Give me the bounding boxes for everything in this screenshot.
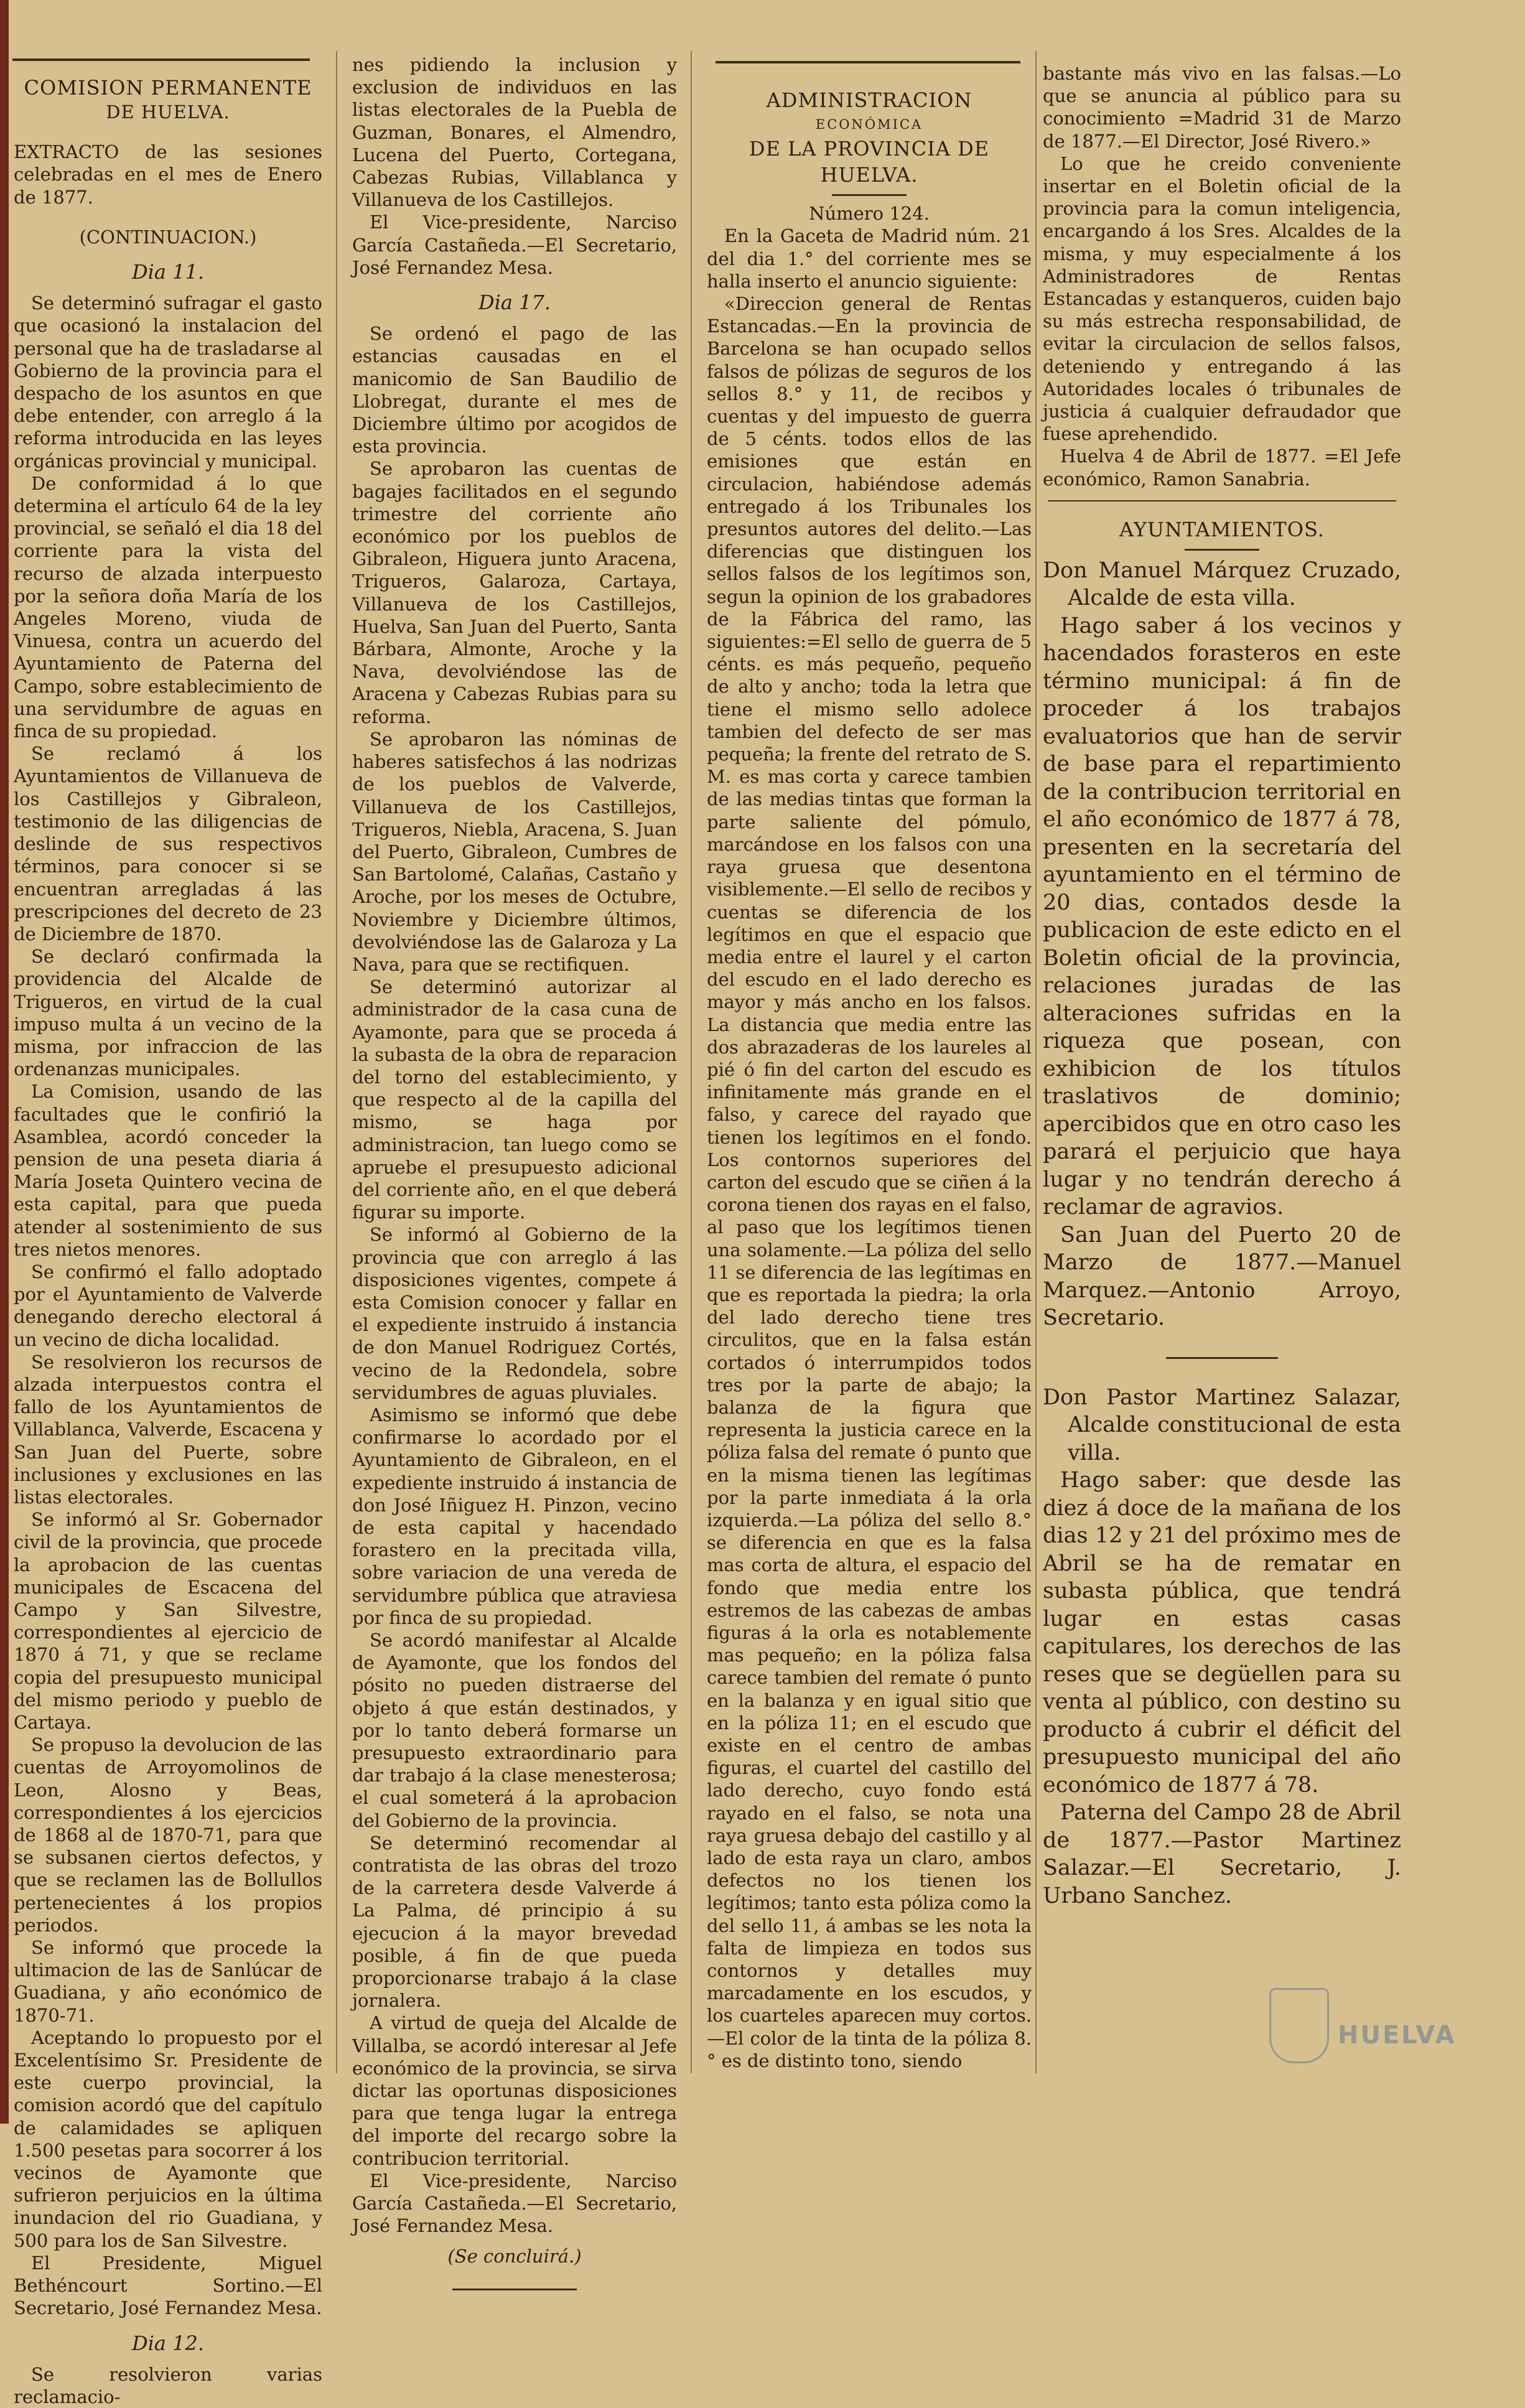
paragraph: Se informó al Gobierno de la provincia que con arreglo á las disposiciones vigentes, compete á esta Comision conocer y fallar en el expediente instruido á instancia de don Manuel Rodriguez Cortés, vecino de la Redondela, sobre servidumbres de aguas pluviales.: [352, 1224, 677, 1403]
column-3: [707, 87, 1032, 2109]
paragraph: La Comision, usando de las facultades que le confirió la Asamblea, acordó conceder la pension de una peseta diaria á María Joseta Quintero vecina de esta capital, para que pueda atender al sostenimiento de sus tres nietos menores.: [14, 1081, 322, 1260]
top-rule-col1: [12, 58, 310, 61]
signature: El Vice-presidente, Narciso García Castañeda.—El Secretario, José Fernandez Mesa.: [352, 212, 677, 278]
top-rule-col3: [716, 61, 1020, 63]
edict-signature: San Juan del Puerto 20 de Marzo de 1877.—Manuel Marquez.—Antonio Arroyo, Secretario.: [1043, 1222, 1401, 1331]
column-1: [14, 75, 322, 2407]
section-subheading: ECONÓMICA: [815, 117, 923, 132]
signature: El Presidente, Miguel Bethéncourt Sortino.—El Secretario, José Fernandez Mesa.: [14, 2252, 322, 2319]
continuation-label: (CONTINUACION.): [79, 226, 257, 248]
paragraph: En la Gaceta de Madrid núm. 21 del dia 1.° del corriente mes se halla inserto el anuncio siguiente:: [707, 225, 1032, 292]
section-subheading: DE LA PROVINCIA DE HUELVA.: [749, 137, 990, 187]
ornament: [1185, 549, 1259, 551]
separator: [452, 2289, 577, 2290]
paragraph: Se confirmó el fallo adoptado por el Ayuntamiento de Valverde denegando derecho electoral á un vecino de dicha localidad.: [14, 1261, 322, 1350]
edict-title: Don Pastor Martinez Salazar, Alcalde constitucional de esta villa.: [1043, 1384, 1401, 1465]
paragraph: Se aprobaron las cuentas de bagajes facilitados en el segundo trimestre del corriente año económico por los pueblos de Gibraleon, Higuera junto Aracena, Trigueros, Galaroza, Cartaya, Villanueva de los Castillejos, Huelva, San Juan del Puerto, Santa Bárbara, Almonte, Aroche y la Nava, devolviéndose las de Aracena y Cabezas Rubias para su reforma.: [352, 458, 677, 727]
paragraph: Se declaró confirmada la providencia del Alcalde de Trigueros, en virtud de la cual impuso multa á un vecino de la misma, por infraccion de las ordenanzas municipales.: [14, 946, 322, 1080]
day-heading: Dia 11.: [131, 260, 205, 284]
paragraph: nes pidiendo la inclusion y exclusion de individuos en las listas electorales de la Puebla de Guzman, Bonares, el Almendro, Lucena del Puerto, Cortegana, Cabezas Rubias, Villablanca y Villanueva de los Castillejos.: [352, 54, 677, 211]
paragraph: Aceptando lo propuesto por el Excelentísimo Sr. Presidente de este cuerpo provincial, la comision acordó que del capítulo de calamidades se apliquen 1.500 pesetas para socorrer á los vecinos de Ayamonte que sufrieron perjuicios en la última inundacion del rio Guadiana, y 500 para los de San Silvestre.: [14, 2027, 322, 2251]
column-4: [1043, 62, 1401, 2084]
section-heading: ADMINISTRACION: [766, 88, 972, 112]
paragraph: Se reclamó á los Ayuntamientos de Villanueva de los Castillejos y Gibraleon, testimonio de las diligencias de deslinde de sus respectivos términos, para conocer si se encuentran arregladas á las prescripciones del decreto de 23 de Diciembre de 1870.: [14, 743, 322, 945]
paragraph: Lo que he creido conveniente insertar en el Boletin oficial de la provincia para la comun inteligencia, encargando á los Sres. Alcaldes de la misma, y muy especialmente á los Administradores de Rentas Estancadas y estanqueros, cuiden bajo su más estrecha responsabilidad, de evitar la circulacion de sellos falsos, deteniendo y entregando á las Autoridades locales ó tribunales de justicia á cualquier defraudador que fuese aprehendido.: [1043, 152, 1401, 445]
edict-2: [1043, 1384, 1401, 1910]
notice-number: Número 124.: [809, 203, 930, 225]
section-heading: AYUNTAMIENTOS.: [1119, 517, 1325, 541]
edict-signature: Paterna del Campo 28 de Abril de 1877.—Pastor Martinez Salazar.—El Secretario, J. Urbano Sanchez.: [1043, 1800, 1401, 1908]
paragraph: Se aprobaron las nóminas de haberes satisfechos á las nodrizas de los pueblos de Valverde, Villanueva de los Castillejos, Trigueros, Niebla, Aracena, S. Juan del Puerto, Gibraleon, Cumbres de San Bartolomé, Calañas, Castaño y Aroche, por los meses de Octubre, Noviembre y Diciembre últimos, devolviéndose las de Galaroza y La Nava, para que se rectifiquen.: [352, 728, 677, 975]
column-2: [352, 54, 677, 2267]
paragraph: Asimismo se informó que debe confirmarse lo acordado por el Ayuntamiento de Gibraleon, en el expediente instruido á instancia de don José Iñiguez H. Pinzon, vecino de esta capital y hacendado forastero en la precitada villa, sobre variacion de una vereda de servidumbre pública que atraviesa por finca de su propiedad.: [352, 1404, 677, 1628]
page-edge: [0, 0, 9, 2124]
section-heading: COMISION PERMANENTE: [24, 76, 312, 100]
day-heading: Dia 12.: [131, 2331, 205, 2355]
edict-title: Don Manuel Márquez Cruzado, Alcalde de esta villa.: [1043, 558, 1401, 611]
paragraph: Se ordenó el pago de las estancias causadas en el manicomio de San Baudilio de Llobregat, durante el mes de Diciembre último por acogidos de esta provincia.: [352, 323, 677, 457]
paragraph: A virtud de queja del Alcalde de Villalba, se acordó interesar al Jefe económico de la provincia, se sirva dictar las oportunas disposiciones para que tenga lugar la entrega del importe del recargo sobre la contribucion territorial.: [352, 2012, 677, 2169]
signature: Huelva 4 de Abril de 1877. =El Jefe económico, Ramon Sanabria.: [1043, 446, 1401, 490]
column-rule: [691, 51, 692, 2073]
edict-body: Hago saber: que desde las diez á doce de la mañana de los dias 12 y 21 del próximo mes de Abril se ha de rematar en subasta pública, que tendrá lugar en estas casas capitulares, los derechos de las reses que se degüellen para su venta al público, con destino su producto á cubrir el déficit del presupuesto municipal del año económico de 1877 á 78.: [1043, 1468, 1401, 1798]
column-rule: [336, 51, 337, 2073]
paragraph: bastante más vivo en las falsas.—Lo que se anuncia al público para su conocimiento =Madrid 31 de Marzo de 1877.—El Director, José Rivero.»: [1043, 63, 1401, 152]
paragraph: Se informó al Sr. Gobernador civil de la provincia, que procede la aprobacion de las cuentas municipales de Escacena del Campo y San Silvestre, correspondientes al ejercicio de 1870 á 71, y que se reclame copia del presupuesto municipal del mismo periodo y pueblo de Cartaya.: [14, 1509, 322, 1734]
day-heading: Dia 17.: [478, 291, 551, 315]
edict-1: [1043, 557, 1401, 1332]
paragraph: De conformidad á lo que determina el artículo 64 de la ley provincial, se señaló el dia 18 del corriente para la vista del recurso de alzada interpuesto por la señora doña María de los Angeles Moreno, viuda de Vinuesa, contra un acuerdo del Ayuntamiento de Paterna del Campo, sobre establecimiento de una servidumbre de aguas en finca de su propiedad.: [14, 472, 322, 742]
paragraph: «Direccion general de Rentas Estancadas.—En la provincia de Barcelona se han ocupado sellos falsos de pólizas de seguros de los sellos 8.° y 11, de recibos y cuentas y del impuesto de guerra de 5 cénts. todos ellos de las emisiones que están en circulacion, habiéndose además entregado á los Tribunales los presuntos autores del delito.—Las diferencias que distinguen los sellos falsos de los legítimos son, segun la opinion de los grabadores de la Fábrica del ramo, las siguientes:=El sello de guerra de 5 cénts. es más pequeño, pequeño de alto y ancho; toda la letra que tiene el mismo sello adolece tambien del defecto de ser mas pequeña; la frente del retrato de S. M. es mas corta y carece tambien de las medias tintas que forman la parte saliente del pómulo, marcándose en los falsos con una raya gruesa que desentona visiblemente.—El sello de recibos y cuentas se diferencia de los legítimos en que el espacio que media entre el laurel y el carton del escudo en el lado derecho es mayor y más ancho en los falsos. La distancia que media entre las dos abrazaderas de los laureles al pié ó fin del carton del escudo es infinitamente más grande en el falso, y carece del rayado que tienen los legítimos en el fondo. Los contornos superiores del carton del escudo que se ciñen á la corona tienen dos rayas en el falso, al paso que los legítimos tienen una solamente.—La póliza del sello 11 se diferencia de las legítimas en que es reportada la piedra; la orla del lado derecho tiene tres circulitos, que en la falsa están cortados ó interrumpidos todos tres por la parte de abajo; la balanza de la figura que representa la justicia carece en la póliza falsa del remate ó punto que en la misma tienen las legítimas por la parte inmediata á la orla izquierda.—La póliza del sello 8.° se diferencia en que es la falsa mas corta de altura, el espacio del fondo que media entre los estremos de las cabezas de ambas figuras á la orla es notablemente mas pequeño; en la póliza falsa carece tambien del remate ó punto en la balanza y en igual sitio que en la póliza 11; en el escudo que existe en el centro de ambas figuras, el cuartel del castillo del lado derecho, cuyo fondo está rayado en el falso, se nota una raya gruesa debajo del castillo y al lado de esta raya un claro, ambos defectos no los tienen los legítimos; tanto esta póliza como la del sello 11, á ambas se les nota la falta de limpieza en todos sus contornos y detalles muy marcadamente en los escudos, y los cuarteles aparecen muy cortos.—El color de la tinta de la póliza 8.° es de distinto tono, siendo: [707, 293, 1032, 2071]
signature: El Vice-presidente, Narciso García Castañeda.—El Secretario, José Fernandez Mesa.: [352, 2170, 677, 2237]
paragraph: Se determinó sufragar el gasto que ocasionó la instalacion del personal que ha de trasladarse al Gobierno de la provincia para el despacho de los asuntos en que debe entender, con arreglo á la reforma introducida en las leyes orgánicas provincial y municipal.: [14, 292, 322, 472]
separator: [1048, 500, 1396, 502]
column-rule: [1035, 51, 1037, 2073]
paragraph: Se resolvieron varias reclamacio-: [14, 2363, 322, 2407]
section-subheading: DE HUELVA.: [106, 101, 230, 123]
edict-body: Hago saber á los vecinos y hacendados forasteros en este término municipal: á fin de proceder á los trabajos evaluatorios que han de servir de base para el repartimiento de la contribucion territorial en el año económico de 1877 á 78, presenten en la secretaría del ayuntamiento en el término de 20 dias, contados desde la publicacion de este edicto en el Boletin oficial de la provincia, relaciones juradas de las alteraciones sufridas en la riqueza que posean, con exhibicion de los títulos traslativos de dominio; apercibidos que en otro caso les parará el perjuicio que haya lugar y no tendrán derecho á reclamar de agravios.: [1043, 613, 1401, 1220]
extract-title: EXTRACTO de las sesiones celebradas en el mes de Enero de 1877.: [14, 141, 322, 208]
ornament: [832, 194, 907, 196]
paragraph: Se informó que procede la ultimacion de las de Sanlúcar de Guadiana, y año económico de 1870-71.: [14, 1937, 322, 2026]
paragraph: Se resolvieron los recursos de alzada interpuestos contra el fallo de los Ayuntamientos de Villablanca, Valverde, Escacena y San Juan del Puerte, sobre inclusiones y exclusiones en las listas electorales.: [14, 1351, 322, 1508]
watermark-text: HUELVA: [1338, 2021, 1457, 2050]
huelva-seal-icon: [1269, 1988, 1329, 2063]
paragraph: Se determinó autorizar al administrador de la casa cuna de Ayamonte, para que se proceda á la subasta de la obra de reparacion del torno del establecimiento, y que respecto al de la capilla del mismo, se haga por administracion, tan luego como se apruebe el presupuesto adicional del corriente año, en el que deberá figurar su importe.: [352, 976, 677, 1223]
continuation-note: (Se concluirá.): [447, 2245, 582, 2267]
paragraph: Se acordó manifestar al Alcalde de Ayamonte, que los fondos del pósito no pueden distraerse del objeto á que están destinados, y por lo tanto deberá formarse un presupuesto extraordinario para dar trabajo á la clase menesterosa; el cual someterá á la aprobacion del Gobierno de la provincia.: [352, 1630, 677, 1831]
separator: [1166, 1357, 1278, 1359]
paragraph: Se propuso la devolucion de las cuentas de Arroyomolinos de Leon, Alosno y Beas, correspondientes á los ejercicios de 1868 al de 1870-71, para que se subsanen ciertos defectos, y que se reclamen las de Bollullos pertenecientes á los propios periodos.: [14, 1734, 322, 1936]
paragraph: Se determinó recomendar al contratista de las obras del trozo de la carretera desde Valverde á La Palma, dé principio á su ejecucion á la mayor brevedad posible, á fin de que pueda proporcionarse trabajo á la clase jornalera.: [352, 1832, 677, 2012]
